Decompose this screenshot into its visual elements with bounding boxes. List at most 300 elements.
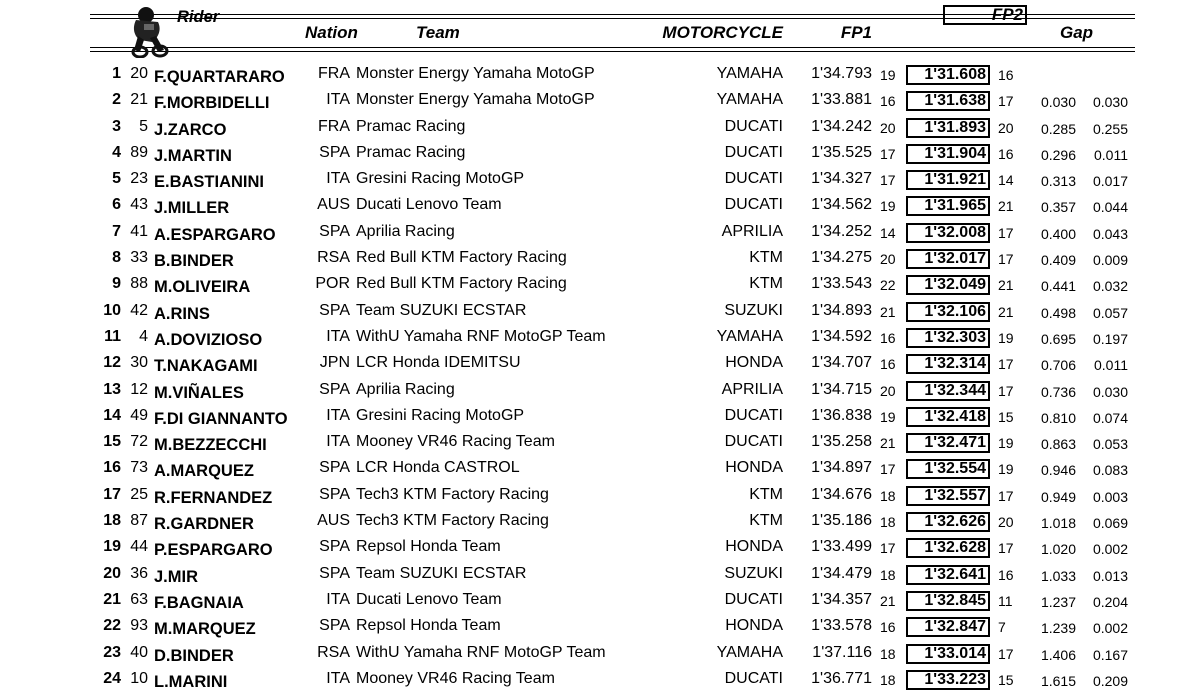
nation-code: AUS xyxy=(317,512,350,530)
position: 14 xyxy=(103,406,121,424)
position: 9 xyxy=(112,275,121,293)
motorcycle-make: APRILIA xyxy=(721,380,783,398)
table-row xyxy=(0,165,1200,191)
position: 18 xyxy=(103,512,121,530)
rider-number: 36 xyxy=(130,564,148,582)
fp1-lap: 18 xyxy=(880,645,896,662)
table-row xyxy=(0,533,1200,559)
fp1-time: 1'37.116 xyxy=(812,643,872,661)
fp2-lap: 16 xyxy=(998,67,1014,83)
team-name: Repsol Honda Team xyxy=(356,617,501,635)
position: 7 xyxy=(112,222,121,240)
rider-number: 72 xyxy=(130,433,148,451)
fp2-lap: 16 xyxy=(998,145,1014,162)
nation-code: ITA xyxy=(326,433,350,451)
motorcycle-make: YAMAHA xyxy=(716,643,783,661)
gap-to-previous: 0.197 xyxy=(1092,330,1128,347)
rider-name: P.ESPARGARO xyxy=(154,541,273,560)
gap-to-first: 1.239 xyxy=(1040,620,1076,637)
motorcycle-make: APRILIA xyxy=(721,222,783,240)
header-rider: Rider xyxy=(177,8,220,26)
team-name: Ducati Lenovo Team xyxy=(356,590,502,608)
gap-to-previous: 0.069 xyxy=(1092,515,1128,532)
fp2-lap: 17 xyxy=(998,356,1014,373)
fp1-lap: 21 xyxy=(880,303,896,320)
position: 10 xyxy=(103,301,121,319)
motorcycle-make: KTM xyxy=(749,249,783,267)
gap-to-first: 1.033 xyxy=(1040,567,1076,584)
header-nation: Nation xyxy=(305,23,358,42)
fp1-lap: 16 xyxy=(880,329,896,346)
team-name: WithU Yamaha RNF MotoGP Team xyxy=(356,327,606,345)
fp2-lap: 17 xyxy=(998,645,1014,662)
fp2-time: 1'32.344 xyxy=(906,381,990,401)
rider-number: 12 xyxy=(130,380,148,398)
nation-code: SPA xyxy=(319,459,350,477)
gap-to-previous: 0.017 xyxy=(1092,173,1128,190)
fp1-lap: 17 xyxy=(880,540,896,557)
fp1-lap: 20 xyxy=(880,251,896,268)
fp1-lap: 21 xyxy=(880,592,896,609)
team-name: Monster Energy Yamaha MotoGP xyxy=(356,65,595,82)
fp1-lap: 18 xyxy=(880,671,896,688)
rider-number: 41 xyxy=(130,222,148,240)
nation-code: JPN xyxy=(319,354,350,372)
gap-to-first: 0.949 xyxy=(1040,488,1076,505)
header-motorcycle: MOTORCYCLE xyxy=(662,23,783,42)
nation-code: ITA xyxy=(326,91,350,109)
fp1-time: 1'34.275 xyxy=(811,249,872,267)
rider-number: 43 xyxy=(130,196,148,214)
motorcycle-make: KTM xyxy=(749,485,783,503)
header-team: Team xyxy=(416,23,460,42)
rider-name: F.MORBIDELLI xyxy=(154,94,270,113)
rider-name: D.BINDER xyxy=(154,646,234,665)
nation-code: RSA xyxy=(317,249,350,267)
rider-number: 89 xyxy=(130,143,148,161)
fp1-time: 1'34.707 xyxy=(811,354,872,372)
nation-code: ITA xyxy=(326,170,350,188)
motorcycle-make: DUCATI xyxy=(724,590,783,608)
motorcycle-make: DUCATI xyxy=(724,406,783,424)
fp1-time: 1'36.838 xyxy=(811,406,872,424)
nation-code: SPA xyxy=(319,143,350,161)
header-gap: Gap xyxy=(1060,23,1094,42)
fp1-lap: 18 xyxy=(880,514,896,531)
rider-name: F.BAGNAIA xyxy=(154,593,244,612)
motorcycle-make: KTM xyxy=(749,275,783,293)
fp2-time: 1'32.847 xyxy=(906,617,990,637)
motorcycle-make: YAMAHA xyxy=(716,91,783,109)
fp2-time: 1'31.921 xyxy=(906,170,990,190)
gap-to-first: 0.863 xyxy=(1040,436,1076,453)
table-row xyxy=(0,218,1200,244)
position: 6 xyxy=(112,196,121,214)
position: 4 xyxy=(112,143,121,161)
gap-to-previous: 0.002 xyxy=(1092,541,1128,558)
gap-to-previous: 0.044 xyxy=(1092,199,1128,216)
fp2-time: 1'32.303 xyxy=(906,328,990,348)
fp2-time: 1'31.904 xyxy=(906,144,990,164)
fp1-lap: 14 xyxy=(880,224,896,241)
fp2-lap: 17 xyxy=(998,224,1014,241)
gap-to-previous: 0.032 xyxy=(1092,278,1128,295)
nation-code: SPA xyxy=(319,564,350,582)
fp2-lap: 16 xyxy=(998,566,1014,583)
team-name: Team SUZUKI ECSTAR xyxy=(356,564,527,582)
nation-code: FRA xyxy=(318,117,350,135)
gap-to-first: 0.810 xyxy=(1040,409,1076,426)
team-name: Red Bull KTM Factory Racing xyxy=(356,275,567,293)
rider-number: 4 xyxy=(139,327,148,345)
fp2-time: 1'32.641 xyxy=(906,565,990,585)
fp1-lap: 22 xyxy=(880,277,896,294)
motorcycle-make: DUCATI xyxy=(724,170,783,188)
fp1-time: 1'35.258 xyxy=(811,433,872,451)
fp2-time: 1'32.845 xyxy=(906,591,990,611)
rider-name: R.FERNANDEZ xyxy=(154,488,273,507)
motorcycle-make: SUZUKI xyxy=(724,564,783,582)
fp1-time: 1'34.252 xyxy=(811,222,872,240)
rider-name: J.MIR xyxy=(154,567,199,586)
gap-to-previous: 0.209 xyxy=(1092,672,1128,689)
results-table xyxy=(0,60,1200,691)
gap-to-first: 1.020 xyxy=(1040,541,1076,558)
table-row xyxy=(0,428,1200,454)
nation-code: SPA xyxy=(319,617,350,635)
table-row xyxy=(0,507,1200,533)
table-row xyxy=(0,376,1200,402)
table-row xyxy=(0,665,1200,691)
rider-name: A.MARQUEZ xyxy=(154,462,254,481)
position: 1 xyxy=(112,65,121,82)
gap-to-first: 0.409 xyxy=(1040,252,1076,269)
rider-number: 25 xyxy=(130,485,148,503)
motorcycle-make: HONDA xyxy=(725,617,783,635)
position: 5 xyxy=(112,170,121,188)
rider-number: 44 xyxy=(130,538,148,556)
fp2-lap: 21 xyxy=(998,277,1014,294)
motorcycle-make: DUCATI xyxy=(724,143,783,161)
fp1-time: 1'33.499 xyxy=(811,538,872,556)
table-row xyxy=(0,270,1200,296)
rider-name: J.ZARCO xyxy=(154,120,227,139)
fp2-time: 1'32.314 xyxy=(906,354,990,374)
gap-to-previous: 0.255 xyxy=(1092,120,1128,137)
rider-name: A.DOVIZIOSO xyxy=(154,330,263,349)
fp2-lap: 19 xyxy=(998,435,1014,452)
table-row xyxy=(0,113,1200,139)
table-row xyxy=(0,191,1200,217)
fp1-time: 1'34.242 xyxy=(811,117,872,135)
fp2-lap: 15 xyxy=(998,408,1014,425)
fp2-time: 1'32.049 xyxy=(906,275,990,295)
team-name: Ducati Lenovo Team xyxy=(356,196,502,214)
gap-to-first: 0.357 xyxy=(1040,199,1076,216)
fp2-time: 1'32.471 xyxy=(906,433,990,453)
rider-number: 87 xyxy=(130,512,148,530)
fp2-lap: 17 xyxy=(998,93,1014,110)
rider-number: 49 xyxy=(130,406,148,424)
rider-number: 93 xyxy=(130,617,148,635)
table-row xyxy=(0,86,1200,112)
gap-to-previous: 0.011 xyxy=(1094,357,1128,374)
position: 23 xyxy=(103,643,121,661)
table-row xyxy=(0,323,1200,349)
fp2-lap: 11 xyxy=(998,592,1013,609)
gap-to-first: 1.018 xyxy=(1040,515,1076,532)
nation-code: SPA xyxy=(319,538,350,556)
header-rule-bottom-inner xyxy=(90,47,1135,48)
fp1-time: 1'35.186 xyxy=(811,512,872,530)
rider-number: 33 xyxy=(130,249,148,267)
gap-to-previous: 0.013 xyxy=(1092,567,1128,584)
fp2-time: 1'32.626 xyxy=(906,512,990,532)
gap-to-first: 0.296 xyxy=(1040,146,1076,163)
fp1-lap: 16 xyxy=(880,356,896,373)
gap-to-first: 0.285 xyxy=(1040,120,1076,137)
position: 22 xyxy=(103,617,121,635)
fp2-time: 1'31.893 xyxy=(906,118,990,138)
position: 8 xyxy=(112,249,121,267)
fp1-lap: 20 xyxy=(880,382,896,399)
table-row xyxy=(0,244,1200,270)
fp2-lap: 20 xyxy=(998,119,1014,136)
fp2-lap: 7 xyxy=(998,619,1006,636)
table-row xyxy=(0,586,1200,612)
table-row xyxy=(0,560,1200,586)
gap-to-previous: 0.009 xyxy=(1092,252,1128,269)
rider-name: T.NAKAGAMI xyxy=(154,357,258,376)
gap-to-previous: 0.057 xyxy=(1092,304,1128,321)
gap-to-first: 0.400 xyxy=(1040,225,1076,242)
header-rule-bottom xyxy=(90,51,1135,52)
rider-name: L.MARINI xyxy=(154,672,228,691)
team-name: LCR Honda CASTROL xyxy=(356,459,520,477)
nation-code: POR xyxy=(315,275,350,293)
fp2-lap: 17 xyxy=(998,487,1014,504)
rider-number: 88 xyxy=(130,275,148,293)
rider-number: 20 xyxy=(130,65,148,82)
gap-to-first: 0.441 xyxy=(1040,278,1076,295)
rider-name: M.BEZZECCHI xyxy=(154,436,267,455)
team-name: Aprilia Racing xyxy=(356,222,455,240)
gap-to-previous: 0.002 xyxy=(1092,620,1128,637)
team-name: Pramac Racing xyxy=(356,143,466,161)
fp1-time: 1'34.592 xyxy=(811,327,872,345)
gap-to-previous: 0.204 xyxy=(1092,593,1128,610)
gap-to-previous: 0.011 xyxy=(1094,146,1128,163)
position: 17 xyxy=(103,485,121,503)
nation-code: ITA xyxy=(326,590,350,608)
rider-number: 10 xyxy=(130,669,148,687)
gap-to-first: 0.736 xyxy=(1040,383,1076,400)
fp1-time: 1'33.881 xyxy=(811,91,872,109)
fp1-lap: 21 xyxy=(880,435,896,452)
team-name: Gresini Racing MotoGP xyxy=(356,170,525,188)
table-row xyxy=(0,139,1200,165)
rider-name: A.ESPARGARO xyxy=(154,225,276,244)
fp2-time: 1'33.014 xyxy=(906,644,990,664)
fp1-time: 1'34.793 xyxy=(811,65,872,82)
motorcycle-make: DUCATI xyxy=(724,196,783,214)
gap-to-previous: 0.083 xyxy=(1092,462,1128,479)
rider-name: M.OLIVEIRA xyxy=(154,278,251,297)
nation-code: SPA xyxy=(319,301,350,319)
motorcycle-make: DUCATI xyxy=(724,117,783,135)
motorcycle-make: HONDA xyxy=(725,459,783,477)
fp1-lap: 20 xyxy=(880,119,896,136)
rider-name: J.MARTIN xyxy=(154,146,232,165)
motorcycle-make: YAMAHA xyxy=(716,65,783,82)
fp2-lap: 17 xyxy=(998,251,1014,268)
position: 2 xyxy=(112,91,121,109)
motorcycle-make: HONDA xyxy=(725,354,783,372)
team-name: Mooney VR46 Racing Team xyxy=(356,433,555,451)
rider-name: M.MARQUEZ xyxy=(154,620,256,639)
motorcycle-rider-icon xyxy=(124,6,172,58)
fp2-time: 1'32.106 xyxy=(906,302,990,322)
rider-name: M.VIÑALES xyxy=(154,383,244,402)
table-row xyxy=(0,297,1200,323)
header-fp2: FP2 xyxy=(943,5,1027,25)
fp1-time: 1'33.543 xyxy=(811,275,872,293)
gap-to-previous: 0.167 xyxy=(1092,646,1128,663)
team-name: Repsol Honda Team xyxy=(356,538,501,556)
fp1-time: 1'34.479 xyxy=(811,564,872,582)
position: 12 xyxy=(103,354,121,372)
nation-code: SPA xyxy=(319,222,350,240)
fp1-time: 1'34.893 xyxy=(811,301,872,319)
rider-number: 40 xyxy=(130,643,148,661)
fp2-lap: 19 xyxy=(998,461,1014,478)
gap-to-previous: 0.003 xyxy=(1092,488,1128,505)
team-name: Aprilia Racing xyxy=(356,380,455,398)
rider-name: F.QUARTARARO xyxy=(154,68,285,86)
nation-code: SPA xyxy=(319,380,350,398)
fp2-time: 1'31.965 xyxy=(906,196,990,216)
rider-number: 21 xyxy=(130,91,148,109)
fp2-time: 1'32.557 xyxy=(906,486,990,506)
gap-to-first: 1.406 xyxy=(1040,646,1076,663)
table-row xyxy=(0,612,1200,638)
fp2-time: 1'33.223 xyxy=(906,670,990,690)
fp2-time: 1'31.608 xyxy=(906,65,990,85)
table-row xyxy=(0,454,1200,480)
gap-to-first: 1.615 xyxy=(1040,672,1076,689)
fp1-time: 1'33.578 xyxy=(811,617,872,635)
rider-name: R.GARDNER xyxy=(154,515,254,534)
position: 19 xyxy=(103,538,121,556)
team-name: Tech3 KTM Factory Racing xyxy=(356,512,549,530)
fp1-time: 1'34.357 xyxy=(811,590,872,608)
gap-to-previous: 0.043 xyxy=(1092,225,1128,242)
position: 15 xyxy=(103,433,121,451)
team-name: Tech3 KTM Factory Racing xyxy=(356,485,549,503)
fp1-lap: 16 xyxy=(880,93,896,110)
nation-code: RSA xyxy=(317,643,350,661)
gap-to-first: 0.946 xyxy=(1040,462,1076,479)
gap-to-previous: 0.030 xyxy=(1092,94,1128,111)
nation-code: SPA xyxy=(319,485,350,503)
motorcycle-make: YAMAHA xyxy=(716,327,783,345)
rider-number: 5 xyxy=(139,117,148,135)
fp2-lap: 19 xyxy=(998,329,1014,346)
fp1-time: 1'35.525 xyxy=(811,143,872,161)
position: 11 xyxy=(104,327,121,345)
fp1-lap: 17 xyxy=(880,172,896,189)
fp1-lap: 16 xyxy=(880,619,896,636)
team-name: Mooney VR46 Racing Team xyxy=(356,669,555,687)
fp2-lap: 14 xyxy=(998,172,1014,189)
nation-code: ITA xyxy=(326,669,350,687)
position: 13 xyxy=(103,380,121,398)
fp2-lap: 17 xyxy=(998,382,1014,399)
team-name: Team SUZUKI ECSTAR xyxy=(356,301,527,319)
fp1-lap: 18 xyxy=(880,566,896,583)
fp2-time: 1'31.638 xyxy=(906,91,990,111)
team-name: Gresini Racing MotoGP xyxy=(356,406,525,424)
motorcycle-make: HONDA xyxy=(725,538,783,556)
rider-number: 23 xyxy=(130,170,148,188)
gap-to-first: 0.695 xyxy=(1040,330,1076,347)
rider-name: B.BINDER xyxy=(154,252,234,271)
table-row xyxy=(0,402,1200,428)
nation-code: ITA xyxy=(326,327,350,345)
nation-code: ITA xyxy=(326,406,350,424)
fp1-lap: 19 xyxy=(880,67,896,83)
fp1-time: 1'36.771 xyxy=(811,669,872,687)
team-name: Monster Energy Yamaha MotoGP xyxy=(356,91,595,109)
nation-code: AUS xyxy=(317,196,350,214)
fp1-lap: 19 xyxy=(880,408,896,425)
rider-number: 42 xyxy=(130,301,148,319)
table-row xyxy=(0,481,1200,507)
fp2-time: 1'32.008 xyxy=(906,223,990,243)
motorcycle-make: SUZUKI xyxy=(724,301,783,319)
table-row xyxy=(0,349,1200,375)
rider-name: J.MILLER xyxy=(154,199,230,218)
motorcycle-make: DUCATI xyxy=(724,433,783,451)
gap-to-previous: 0.074 xyxy=(1092,409,1128,426)
fp1-time: 1'34.715 xyxy=(811,380,872,398)
gap-to-first: 0.498 xyxy=(1040,304,1076,321)
fp2-time: 1'32.554 xyxy=(906,459,990,479)
motorcycle-make: DUCATI xyxy=(724,669,783,687)
gap-to-first: 0.313 xyxy=(1040,173,1076,190)
rider-number: 73 xyxy=(130,459,148,477)
fp2-lap: 20 xyxy=(998,514,1014,531)
fp2-lap: 21 xyxy=(998,303,1014,320)
table-row xyxy=(0,60,1200,86)
gap-to-first: 0.030 xyxy=(1040,94,1076,111)
nation-code: FRA xyxy=(318,65,350,82)
position: 16 xyxy=(103,459,121,477)
rider-number: 30 xyxy=(130,354,148,372)
fp2-lap: 15 xyxy=(998,671,1014,688)
rider-name: A.RINS xyxy=(154,304,210,323)
header-fp1: FP1 xyxy=(840,23,872,42)
fp2-time: 1'32.628 xyxy=(906,538,990,558)
team-name: Pramac Racing xyxy=(356,117,466,135)
fp2-time: 1'32.418 xyxy=(906,407,990,427)
team-name: LCR Honda IDEMITSU xyxy=(356,354,521,372)
fp1-time: 1'34.327 xyxy=(811,170,872,188)
fp1-lap: 17 xyxy=(880,145,896,162)
fp2-lap: 21 xyxy=(998,198,1014,215)
fp1-lap: 17 xyxy=(880,461,896,478)
rider-name: E.BASTIANINI xyxy=(154,173,265,192)
